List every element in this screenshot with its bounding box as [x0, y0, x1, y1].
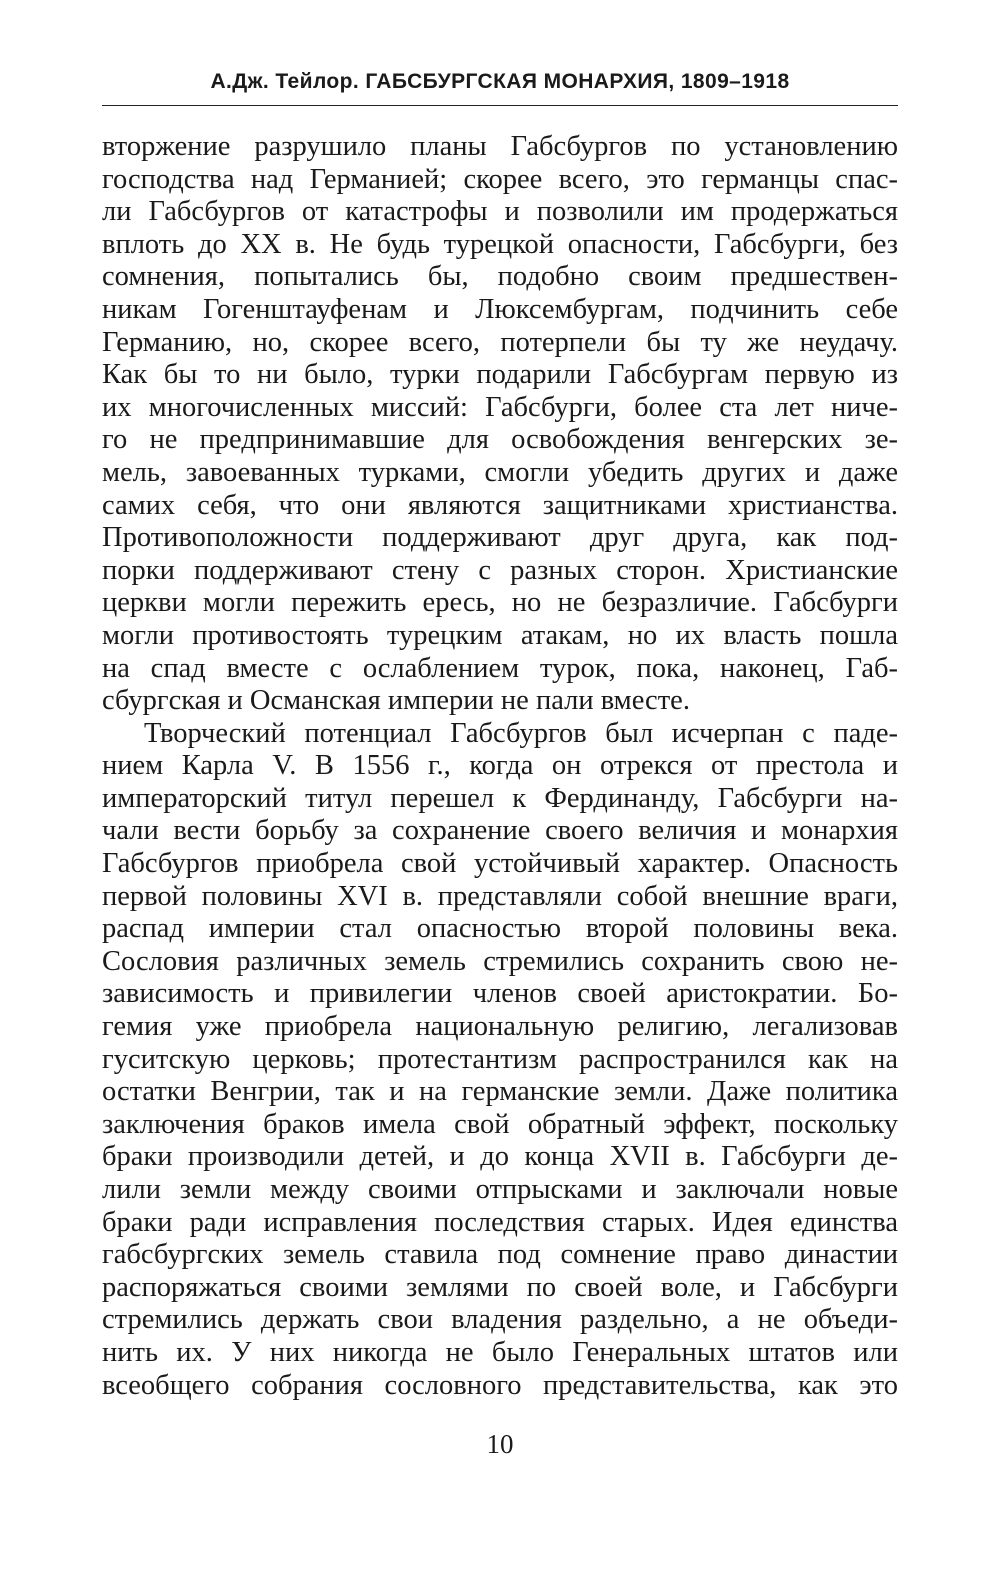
text-line: вторжение разрушило планы Габсбургов по установлению	[102, 131, 898, 162]
text-line: первой половины XVI в. представляли собой внешние враги,	[102, 880, 898, 912]
text-line: го не предпринимавшие для освобождения венгерских зе-	[102, 424, 898, 456]
text-line: нием Карла V. В 1556 г., когда он отрекся от престола и	[102, 750, 898, 782]
text-line: никам Гогенштауфенам и Люксембургам, подчинить себе	[102, 293, 898, 325]
header-divider	[102, 105, 898, 106]
text-line: Габсбургов приобрела свой устойчивый характер. Опасность	[102, 848, 898, 880]
text-line: габсбургских земель ставила под сомнение право династии	[102, 1239, 898, 1271]
text-line: сбургская и Османская империи не пали вместе.	[102, 685, 690, 717]
text-line: зависимость и привилегии членов своей аристократии. Бо-	[102, 978, 898, 1010]
paragraph-2	[102, 718, 898, 1402]
text-line: самих себя, что они являются защитниками христианства.	[102, 489, 898, 521]
text-line: могли противостоять турецким атакам, но их власть пошла	[102, 619, 898, 651]
text-line: распад империи стал опасностью второй половины века.	[102, 913, 898, 945]
text-line: господства над Германией; скорее всего, это германцы спас-	[102, 163, 898, 195]
text-line: на спад вместе с ослаблением турок, пока, наконец, Габ-	[102, 652, 898, 684]
page-number: 10	[486, 1429, 514, 1459]
text-line: сомнения, попытались бы, подобно своим предшествен-	[102, 261, 898, 293]
text-line: гемия уже приобрела национальную религию, легализовав	[102, 1011, 898, 1043]
text-line: Германию, но, скорее всего, потерпели бы ту же неудачу.	[102, 326, 898, 358]
text-line: нить их. У них никогда не было Генеральных штатов или	[102, 1336, 898, 1368]
text-line: всеобщего собрания сословного представительства, как это	[102, 1369, 898, 1401]
text-line: стремились держать свои владения раздельно, а не объеди-	[102, 1304, 898, 1336]
text-line: заключения браков имела свой обратный эффект, поскольку	[102, 1108, 898, 1140]
text-line: церкви могли пережить ересь, но не безразличие. Габсбурги	[102, 587, 898, 619]
text-line: гуситскую церковь; протестантизм распространился как на	[102, 1043, 898, 1075]
text-line: чали вести борьбу за сохранение своего величия и монархия	[102, 815, 898, 847]
text-line: императорский титул перешел к Фердинанду, Габсбурги на-	[102, 782, 898, 814]
text-line: браки ради исправления последствия старых. Идея единства	[102, 1206, 898, 1238]
text-line: мель, завоеванных турками, смогли убедить других и даже	[102, 456, 898, 488]
text-line: их многочисленных миссий: Габсбурги, более ста лет ниче-	[102, 391, 898, 423]
text-line: Противоположности поддерживают друг друга, как под-	[102, 522, 898, 554]
text-line: распоряжаться своими землями по своей воле, и Габсбурги	[102, 1271, 898, 1303]
paragraph-1	[102, 131, 898, 718]
text-line: Сословия различных земель стремились сохранить свою не-	[102, 945, 898, 977]
text-line: Творческий потенциал Габсбургов был исчерпан с паде-	[144, 717, 898, 749]
running-header: А.Дж. Тейлор. ГАБСБУРГСКАЯ МОНАРХИЯ, 1809–1918	[210, 70, 790, 93]
body-text	[102, 131, 898, 1402]
text-line: лили земли между своими отпрысками и заключали новые	[102, 1174, 898, 1205]
text-line: порки поддерживают стену с разных сторон. Христианские	[102, 554, 898, 586]
text-line: Как бы то ни было, турки подарили Габсбургам первую из	[102, 359, 898, 391]
text-line: браки производили детей, и до конца XVII в. Габсбурги де-	[102, 1141, 898, 1173]
text-line: ли Габсбургов от катастрофы и позволили им продержаться	[102, 196, 898, 228]
text-line: остатки Венгрии, так и на германские земли. Даже политика	[102, 1076, 898, 1108]
text-line: вплоть до XX в. Не будь турецкой опасности, Габсбурги, без	[102, 228, 898, 260]
